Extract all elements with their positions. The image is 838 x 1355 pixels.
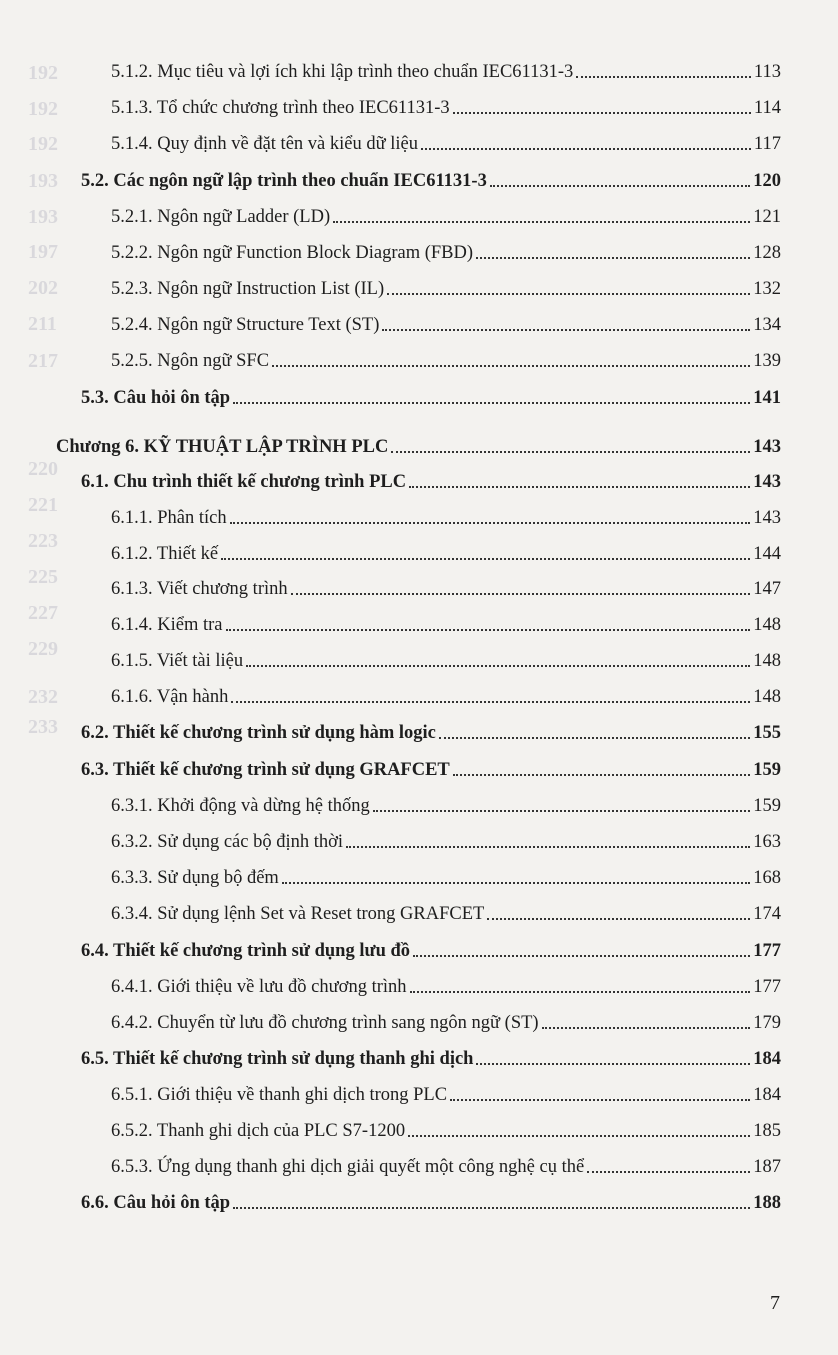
toc-entry-label: 5.2.3. Ngôn ngữ Instruction List (IL)	[111, 279, 385, 299]
toc-entry-6-5-3[interactable]	[111, 1154, 781, 1178]
toc-entry-label: 5.1.4. Quy định về đặt tên và kiểu dữ liệu	[111, 134, 418, 154]
dot-leader	[231, 701, 750, 703]
dot-leader	[453, 774, 750, 776]
toc-entry-6-1-2[interactable]	[111, 541, 781, 565]
toc-entry-6-1-3[interactable]	[111, 576, 781, 600]
toc-entry-page: 177	[753, 977, 781, 997]
toc-entry-label: 6.1. Chu trình thiết kế chương trình PLC	[81, 472, 407, 492]
toc-entry-page: 117	[753, 134, 781, 154]
toc-entry-label: 6.5.3. Ứng dụng thanh ghi dịch giải quyết một công nghệ cụ thể	[111, 1157, 585, 1177]
dot-leader	[453, 112, 751, 114]
toc-entry-label: 6.1.1. Phân tích	[111, 508, 227, 528]
toc-entry-page: 184	[753, 1085, 781, 1105]
dot-leader	[373, 810, 751, 812]
dot-leader	[421, 148, 751, 150]
dot-leader	[587, 1171, 750, 1173]
dot-leader	[233, 402, 750, 404]
toc-entry-5-3[interactable]	[81, 385, 781, 409]
toc-entry-chapter-6[interactable]	[56, 434, 781, 458]
dot-leader	[487, 918, 750, 920]
dot-leader	[439, 737, 750, 739]
toc-entry-5-2-1[interactable]	[111, 204, 781, 228]
dot-leader	[282, 882, 750, 884]
dot-leader	[333, 221, 750, 223]
toc-entry-label: 5.2.5. Ngôn ngữ SFC	[111, 351, 270, 371]
toc-entry-page: 174	[753, 904, 781, 924]
toc-entry-page: 143	[753, 437, 781, 457]
toc-entry-page: 163	[753, 832, 781, 852]
toc-entry-label: 5.2. Các ngôn ngữ lập trình theo chuẩn IEC61131-3	[81, 171, 487, 191]
toc-entry-label: 5.2.2. Ngôn ngữ Function Block Diagram (FBD)	[111, 243, 474, 263]
toc-entry-5-2-5[interactable]	[111, 348, 781, 372]
toc-entry-page: 113	[753, 62, 781, 82]
toc-entry-6-3[interactable]	[81, 757, 781, 781]
toc-entry-label: 5.1.2. Mục tiêu và lợi ích khi lập trình theo chuẩn IEC61131-3	[111, 62, 574, 82]
toc-entry-5-1-4[interactable]	[111, 131, 781, 155]
toc-entry-label: 6.6. Câu hỏi ôn tập	[81, 1193, 231, 1213]
dot-leader	[413, 955, 750, 957]
toc-entry-6-3-4[interactable]	[111, 901, 781, 925]
toc-entry-page: 120	[753, 171, 781, 191]
toc-entry-page: 132	[753, 279, 781, 299]
dot-leader	[476, 1063, 750, 1065]
toc-entry-label: 6.1.5. Viết tài liệu	[111, 651, 244, 671]
toc-entry-page: 155	[753, 723, 781, 743]
toc-entry-page: 121	[753, 207, 781, 227]
dot-leader	[387, 293, 750, 295]
dot-leader	[272, 365, 750, 367]
toc-entry-label: 6.4. Thiết kế chương trình sử dụng lưu đồ	[81, 941, 411, 961]
show-through-background: 192 192 192 193 193 197 202 211 217 220 221 223 225 227 229 232 233	[28, 62, 58, 738]
toc-entry-label: 6.1.3. Viết chương trình	[111, 579, 288, 599]
dot-leader	[476, 257, 750, 259]
toc-entry-6-3-2[interactable]	[111, 829, 781, 853]
toc-entry-5-2-2[interactable]	[111, 240, 781, 264]
dot-leader	[542, 1027, 751, 1029]
toc-entry-5-2-4[interactable]	[111, 312, 781, 336]
toc-entry-label: 6.1.6. Vận hành	[111, 687, 229, 707]
toc-entry-label: 5.3. Câu hỏi ôn tập	[81, 388, 231, 408]
toc-entry-5-2-3[interactable]	[111, 276, 781, 300]
dot-leader	[410, 991, 751, 993]
dot-leader	[408, 1135, 750, 1137]
toc-entry-page: 141	[753, 388, 781, 408]
page-number: 7	[770, 1292, 780, 1314]
toc-entry-6-2[interactable]	[81, 720, 781, 744]
dot-leader	[576, 76, 751, 78]
toc-entry-page: 148	[753, 651, 781, 671]
toc-entry-6-3-3[interactable]	[111, 865, 781, 889]
toc-entry-page: 144	[753, 544, 781, 564]
dot-leader	[382, 329, 750, 331]
toc-entry-page: 114	[753, 98, 781, 118]
toc-entry-page: 184	[753, 1049, 781, 1069]
toc-entry-label: 6.4.1. Giới thiệu về lưu đồ chương trình	[111, 977, 407, 997]
toc-entry-6-6[interactable]	[81, 1190, 781, 1214]
toc-entry-6-4-1[interactable]	[111, 974, 781, 998]
toc-entry-label: 6.4.2. Chuyển từ lưu đồ chương trình sang ngôn ngữ (ST)	[111, 1013, 539, 1033]
toc-entry-6-4[interactable]	[81, 938, 781, 962]
toc-entry-page: 179	[753, 1013, 781, 1033]
toc-entry-5-2[interactable]	[81, 168, 781, 192]
toc-entry-label: 6.5.1. Giới thiệu về thanh ghi dịch trong PLC	[111, 1085, 448, 1105]
toc-entry-page: 139	[753, 351, 781, 371]
toc-entry-6-1-5[interactable]	[111, 648, 781, 672]
toc-entry-page: 187	[753, 1157, 781, 1177]
toc-entry-label: 6.3.4. Sử dụng lệnh Set và Reset trong GRAFCET	[111, 904, 485, 924]
toc-entry-6-5-1[interactable]	[111, 1082, 781, 1106]
toc-entry-page: 159	[753, 760, 781, 780]
toc-entry-page: 134	[753, 315, 781, 335]
dot-leader	[409, 486, 750, 488]
toc-entry-page: 148	[753, 687, 781, 707]
toc-entry-6-1-4[interactable]	[111, 612, 781, 636]
toc-entry-6-1-1[interactable]	[111, 505, 781, 529]
dot-leader	[346, 846, 750, 848]
toc-entry-6-5[interactable]	[81, 1046, 781, 1070]
toc-entry-label: 5.2.4. Ngôn ngữ Structure Text (ST)	[111, 315, 380, 335]
toc-entry-label: 5.2.1. Ngôn ngữ Ladder (LD)	[111, 207, 331, 227]
toc-entry-label: 6.3.2. Sử dụng các bộ định thời	[111, 832, 344, 852]
toc-entry-page: 128	[753, 243, 781, 263]
toc-entry-6-3-1[interactable]	[111, 793, 781, 817]
toc-entry-label: 6.5.2. Thanh ghi dịch của PLC S7-1200	[111, 1121, 406, 1141]
toc-entry-page: 188	[753, 1193, 781, 1213]
toc-entry-label: 6.2. Thiết kế chương trình sử dụng hàm logic	[81, 723, 436, 743]
dot-leader	[230, 522, 751, 524]
toc-entry-label: 6.3. Thiết kế chương trình sử dụng GRAFCET	[81, 760, 450, 780]
toc-entry-label: 6.1.4. Kiểm tra	[111, 615, 223, 635]
toc-entry-6-5-2[interactable]	[111, 1118, 781, 1142]
toc-entry-page: 148	[753, 615, 781, 635]
toc-entry-5-1-3[interactable]	[111, 95, 781, 119]
dot-leader	[450, 1099, 750, 1101]
toc-entry-label: Chương 6. KỸ THUẬT LẬP TRÌNH PLC	[56, 437, 389, 457]
toc-entry-page: 143	[753, 508, 781, 528]
toc-entry-label: 6.3.1. Khởi động và dừng hệ thống	[111, 796, 370, 816]
toc-entry-6-4-2[interactable]	[111, 1010, 781, 1034]
toc-entry-label: 6.5. Thiết kế chương trình sử dụng thanh ghi dịch	[81, 1049, 474, 1069]
toc-entry-page: 147	[753, 579, 781, 599]
dot-leader	[391, 451, 750, 453]
toc-entry-6-1[interactable]	[81, 469, 781, 493]
dot-leader	[233, 1207, 750, 1209]
dot-leader	[291, 593, 751, 595]
dot-leader	[490, 185, 750, 187]
toc-entry-label: 6.1.2. Thiết kế	[111, 544, 219, 564]
dot-leader	[226, 629, 751, 631]
toc-entry-6-1-6[interactable]	[111, 684, 781, 708]
toc-entry-page: 168	[753, 868, 781, 888]
dot-leader	[246, 665, 750, 667]
toc-entry-page: 177	[753, 941, 781, 961]
toc-entry-page: 143	[753, 472, 781, 492]
toc-entry-page: 159	[753, 796, 781, 816]
toc-entry-label: 5.1.3. Tổ chức chương trình theo IEC61131-3	[111, 98, 450, 118]
toc-entry-5-1-2[interactable]	[111, 59, 781, 83]
dot-leader	[221, 558, 750, 560]
toc-entry-label: 6.3.3. Sử dụng bộ đếm	[111, 868, 279, 888]
toc-entry-page: 185	[753, 1121, 781, 1141]
